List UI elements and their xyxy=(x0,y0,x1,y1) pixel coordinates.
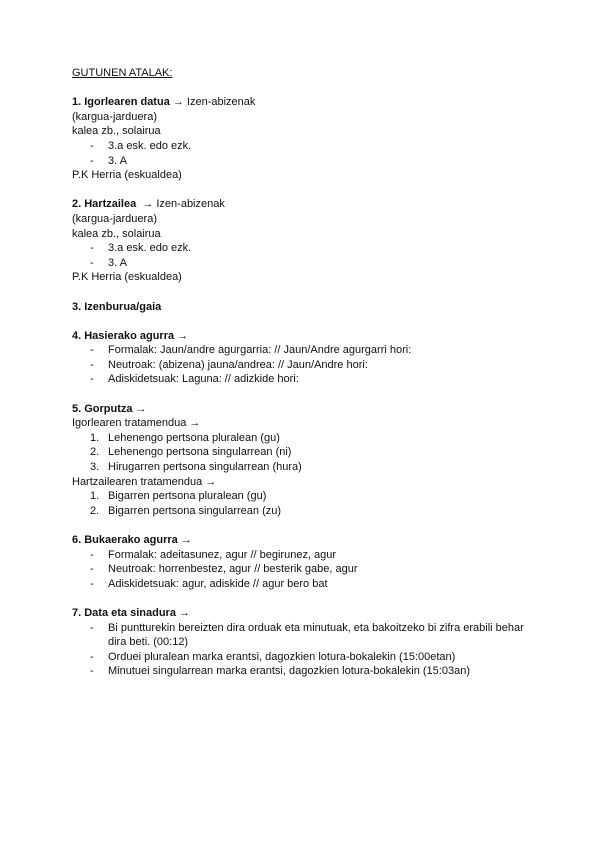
list-item xyxy=(72,139,532,154)
list-item-text: Bi puntturekin bereizten dira orduak eta minutuak, eta bakoitzeko bi zifra erabili behar dira beti. (00:12) xyxy=(108,621,524,649)
dash-marker: - xyxy=(90,242,94,255)
list-item xyxy=(72,650,532,665)
dash-marker: - xyxy=(90,548,94,561)
dash-marker: - xyxy=(90,358,94,371)
heading-text: 3. Izenburua/gaia xyxy=(72,300,162,313)
section-gorputza xyxy=(72,402,532,519)
list-item xyxy=(72,241,532,256)
heading-text: 1. Igorlearen datua xyxy=(72,96,170,109)
list-item xyxy=(72,562,532,577)
list-item xyxy=(72,548,532,563)
body-line: (kargua-jarduera) xyxy=(72,212,157,225)
heading-arrow-text: → Izen-abizenak xyxy=(169,96,256,109)
list-item-text: Minutuei singularrean marka erantsi, dagozkien lotura-bokalekin (15:03an) xyxy=(108,665,470,678)
section-hartzailea xyxy=(72,197,532,285)
section-hasierako-agurra xyxy=(72,329,532,387)
body-line: kalea zb., solairua xyxy=(72,125,161,138)
list-item-text: 3.a esk. edo ezk. xyxy=(108,139,192,152)
list-item xyxy=(72,621,532,650)
section-bukaerako-agurra xyxy=(72,533,532,591)
section-data-eta-sinadura xyxy=(72,606,532,679)
list-item-text: Lehenengo pertsona pluralean (gu) xyxy=(108,431,280,444)
section-izenburua xyxy=(72,300,532,315)
dash-marker: - xyxy=(90,563,94,576)
number-marker: 2. xyxy=(90,446,100,459)
list-item-text: Adiskidetsuak: Laguna: // adizkide hori: xyxy=(108,373,299,386)
number-marker: 3. xyxy=(90,461,100,474)
list-item xyxy=(72,460,532,475)
section-heading xyxy=(72,329,532,344)
document-page xyxy=(72,66,532,694)
section-heading xyxy=(72,197,532,212)
heading-text: 7. Data eta sinadura xyxy=(72,606,176,619)
list-item-text: Formalak: adeitasunez, agur // begirunez, agur xyxy=(108,548,337,561)
subheading: Igorlearen tratamendua → xyxy=(72,417,201,430)
heading-text: 6. Bukaerako agurra xyxy=(72,534,178,546)
body-line: (kargua-jarduera) xyxy=(72,110,157,123)
dash-marker: - xyxy=(90,256,94,269)
heading-text: 4. Hasierako agurra xyxy=(72,329,175,342)
heading-arrow-text: → Izen-abizenak xyxy=(136,198,225,211)
list-item-text: Formalak: Jaun/andre agurgarria: // Jaun/Andre agurgarri hori: xyxy=(108,344,412,357)
list-item-text: Bigarren pertsona pluralean (gu) xyxy=(108,490,267,503)
list-item-text: Adiskidetsuak: agur, adiskide // agur bero bat xyxy=(108,577,328,590)
section-heading xyxy=(72,95,532,110)
number-marker: 2. xyxy=(90,504,100,517)
list-item xyxy=(72,577,532,592)
body-line: P.K Herria (eskualdea) xyxy=(72,169,182,182)
heading-arrow: → xyxy=(177,534,192,546)
list-item xyxy=(72,256,532,271)
section-heading xyxy=(72,533,532,548)
list-item-text: Bigarren pertsona singularrean (zu) xyxy=(108,504,282,517)
dash-marker: - xyxy=(90,577,94,590)
section-heading xyxy=(72,606,532,621)
list-item xyxy=(72,372,532,387)
list-item-text: Lehenengo pertsona singularrean (ni) xyxy=(108,446,292,459)
list-item xyxy=(72,504,532,519)
list-item-text: 3. A xyxy=(108,256,127,269)
body-line: P.K Herria (eskualdea) xyxy=(72,271,182,284)
body-line: kalea zb., solairua xyxy=(72,227,161,240)
subheading: Hartzailearen tratamendua → xyxy=(72,475,217,488)
list-item xyxy=(72,358,532,373)
heading-arrow: → xyxy=(174,329,189,342)
dash-marker: - xyxy=(90,154,94,167)
list-item xyxy=(72,489,532,504)
list-item xyxy=(72,343,532,358)
list-item xyxy=(72,431,532,446)
section-heading xyxy=(72,402,532,417)
list-item-text: Hirugarren pertsona singularrean (hura) xyxy=(108,461,302,474)
list-item-text: Neutroak: horrenbestez, agur // besterik gabe, agur xyxy=(108,563,358,576)
heading-arrow: → xyxy=(132,402,147,415)
heading-text: 2. Hartzailea xyxy=(72,198,137,211)
dash-marker: - xyxy=(90,139,94,152)
list-item xyxy=(72,154,532,169)
section-igorlearen-datua xyxy=(72,95,532,183)
heading-arrow: → xyxy=(175,606,190,619)
dash-marker: - xyxy=(90,373,94,386)
document-title: GUTUNEN ATALAK: xyxy=(72,67,173,79)
list-item-text: Neutroak: (abizena) jauna/andrea: // Jaun/Andre hori: xyxy=(108,358,368,371)
heading-text: 5. Gorputza xyxy=(72,402,133,415)
list-item-text: 3. A xyxy=(108,154,127,167)
list-item-text: Orduei pluralean marka erantsi, dagozkien lotura-bokalekin (15:00etan) xyxy=(108,650,456,663)
dash-marker: - xyxy=(90,344,94,357)
list-item xyxy=(72,664,532,679)
dash-marker: - xyxy=(90,621,94,634)
dash-marker: - xyxy=(90,650,94,663)
number-marker: 1. xyxy=(90,490,100,503)
list-item-text: 3.a esk. edo ezk. xyxy=(108,242,192,255)
dash-marker: - xyxy=(90,665,94,678)
number-marker: 1. xyxy=(90,431,100,444)
list-item xyxy=(72,445,532,460)
section-heading xyxy=(72,300,532,315)
